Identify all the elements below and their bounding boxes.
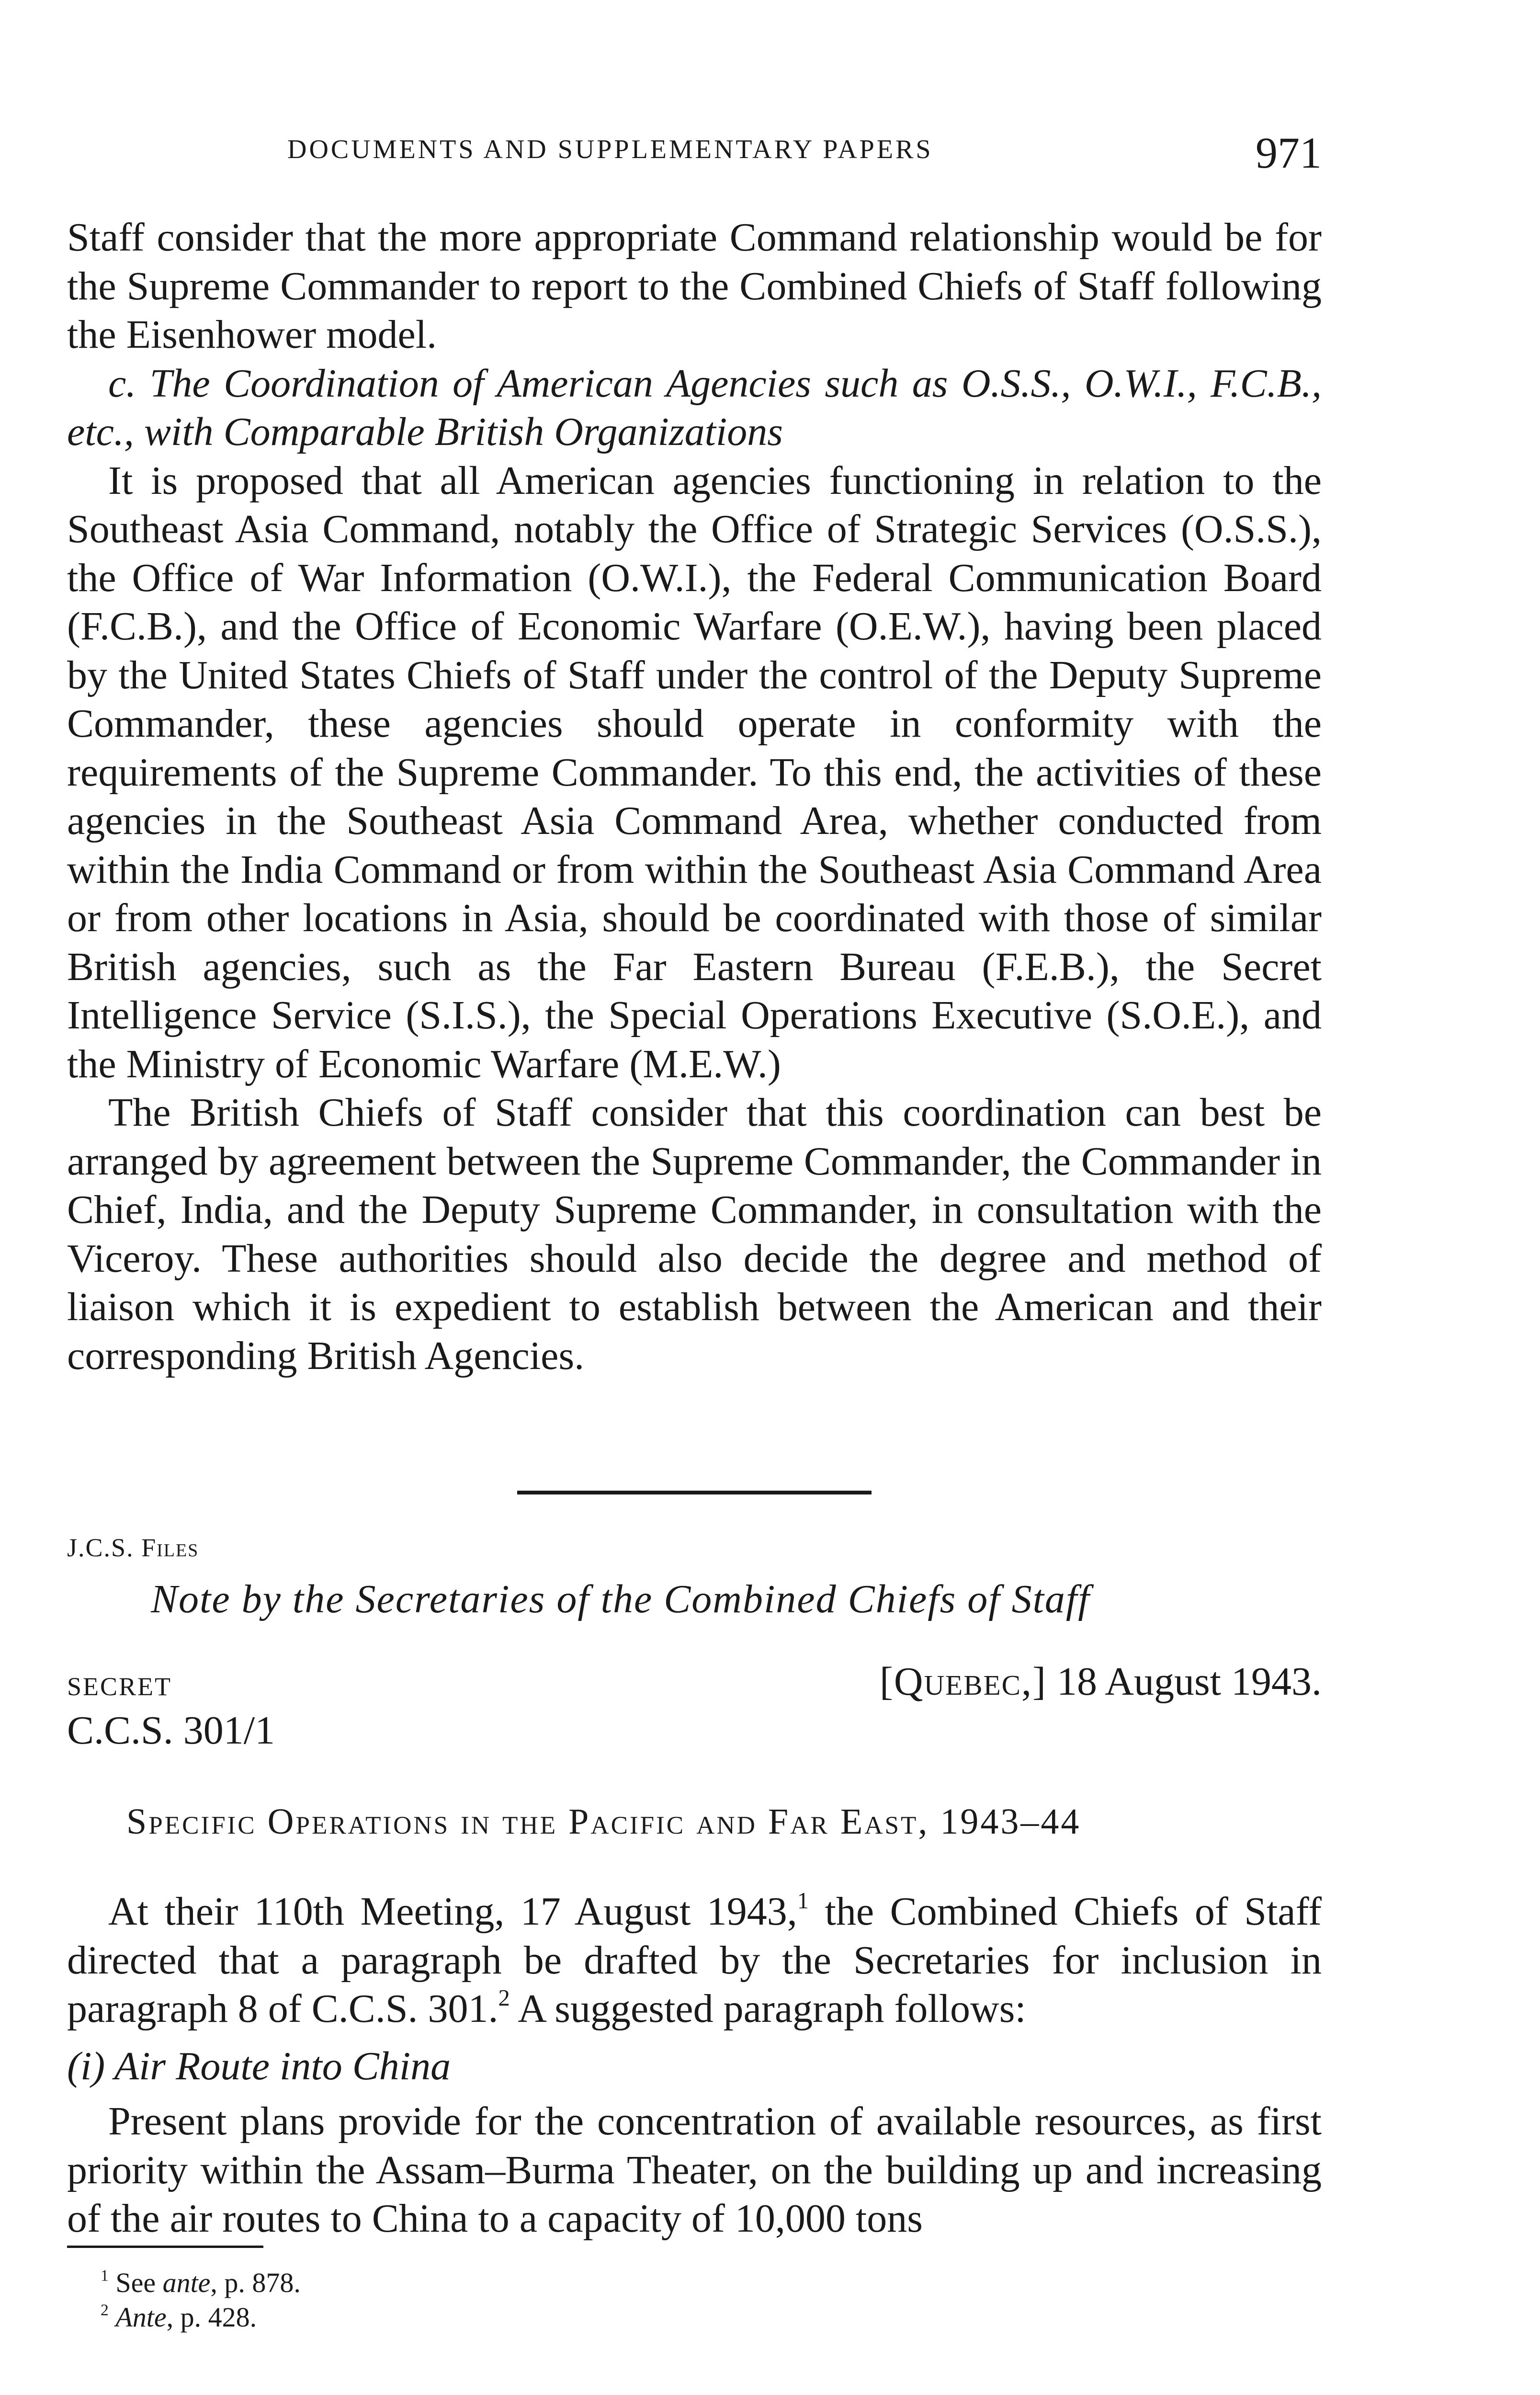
running-title: DOCUMENTS AND SUPPLEMENTARY PAPERS [287,135,933,164]
footnote-ref-1: 1 [797,1887,809,1914]
section-divider [517,1491,872,1494]
paragraph-coordination: The British Chiefs of Staff consider that this coordination can best be arranged by agreement between the Supreme Commander, the Commander in Chief, India, and the Deputy Supreme Commander, in consultation with the Viceroy. These authorities should also decide the degree and method of liaison which it is expedient to establish between the American and their corresponding British Agencies. [67,1090,1322,1378]
classification-label: SECRET [67,1672,172,1701]
section-title: Specific Operations in the Pacific and Far East, 1943–44 [126,1802,1081,1842]
paragraph-air-route: Present plans provide for the concentration of available resources, as first priority within the Assam–Burma Theater, on the building up and increasing of the air routes to China to a capacity of 10,000 tons [67,2099,1322,2241]
date-line [880,1658,1322,1705]
footnote-marker: 1 [101,2267,109,2285]
files-label: J.C.S. Files [67,1533,199,1562]
date-label: 18 August 1943. [1056,1659,1322,1704]
footnote-italic: ante [162,2267,211,2298]
subheading-air-route: (i) Air Route into China [67,2043,451,2088]
footnote-item [101,2300,301,2335]
footnote-rule [67,2246,263,2248]
intro-text-b: the Combined Chiefs of Staff directed that a paragraph be drafted by the Secretaries for inclusion in paragraph 8 of C.C.S. 301. [67,1889,1322,2031]
footnote-italic: Ante [115,2302,167,2333]
subheading-c: c. The Coordination of American Agencies such as O.S.S., O.W.I., F.C.B., etc., with Comparable British Organizations [67,361,1322,454]
footnote-marker: 2 [101,2301,109,2319]
document-number: C.C.S. 301/1 [67,1708,275,1753]
page-number: 971 [1256,128,1322,177]
intro-paragraph [67,1887,1322,2033]
section-one [67,213,1322,1380]
running-head [67,129,1322,187]
intro-text-a: At their 110th Meeting, 17 August 1943, [108,1889,797,1934]
intro-text-c: A suggested paragraph follows: [510,1986,1026,2031]
footnote-prefix: See [115,2267,163,2298]
section-two [67,1887,1322,2243]
note-title: Note by the Secretaries of the Combined Chiefs of Staff [151,1577,1090,1621]
footnotes [101,2266,301,2335]
footnote-suffix: , p. 878. [210,2267,301,2298]
footnote-item [101,2266,301,2300]
continuation-paragraph: Staff consider that the more appropriate Command relationship would be for the Supreme Commander to report to the Combined Chiefs of Staff following the Eisenhower model. [67,215,1322,357]
footnote-suffix: , p. 428. [166,2302,257,2333]
place-label: [Quebec,] [879,1659,1047,1704]
paragraph-agencies: It is proposed that all American agencies functioning in relation to the Southeast Asia Command, notably the Office of Strategic Services (O.S.S.), the Office of War Information (O.W.I.), the Federal Communication Board (F.C.B.), and the Office of Economic Warfare (O.E.W.), having been placed by the United States Chiefs of Staff under the control of the Deputy Supreme Commander, these agencies should operate in conformity with the requirements of the Supreme Commander. To this end, the activities of these agencies in the Southeast Asia Command Area, whether conducted from within the India Command or from within the Southeast Asia Command Area or from other locations in Asia, should be coordinated with those of similar British agencies, such as the Far Eastern Bureau (F.E.B.), the Secret Intelligence Service (S.I.S.), the Special Operations Executive (S.O.E.), and the Ministry of Economic Warfare (M.E.W.) [67,458,1322,1086]
footnote-ref-2: 2 [498,1984,510,2011]
document-page [67,0,1322,2395]
